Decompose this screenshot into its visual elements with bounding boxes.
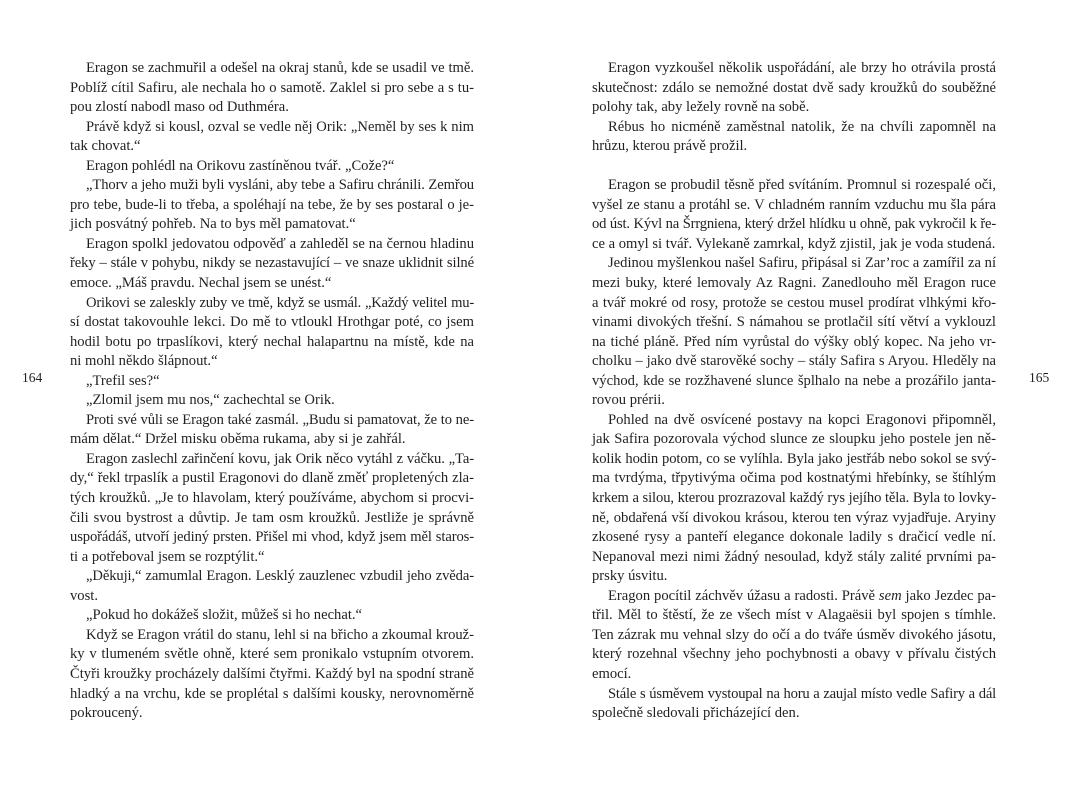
italic-word: sem [878, 587, 902, 604]
text-line: tak chovat.“ [70, 138, 141, 155]
text-line: Eragon se zachmuřil a odešel na okraj stanů, kde se usadil ve tmě. [86, 60, 474, 76]
text-line [592, 587, 996, 607]
text-line: hodil botu po trpaslíkovi, který nechal halapartnu na místě, kde na [70, 333, 474, 350]
text-line: Orikovi se zaleskly zuby ve tmě, když se usmál. „Každý velitel mu- [86, 294, 474, 311]
text-line: krkem a silou, kterou prozrazoval každý rys jejího těla. Byla to lovky- [592, 490, 996, 507]
right-page-text [592, 59, 996, 724]
text-line: emoce. „Máš pravdu. Nechal jsem se unést.“ [70, 275, 332, 292]
text-line: společně sledovali přicházející den. [592, 705, 800, 722]
text-line: „Zlomil jsem mu nos,“ zachechtal se Orik. [86, 392, 335, 409]
text-line: tých kroužků. „Je to hlavolam, který používáme, abychom si procvi- [70, 490, 474, 507]
text-line: jich posvátný pohřeb. Na to bys měl pamatovat.“ [70, 216, 356, 233]
text-line: Eragon zaslechl zařinčení kovu, jak Orik něco vytáhl z váčku. „Ta- [86, 450, 474, 467]
text-line: Nepanoval mezi nimi žádný nesoulad, když stály zalité prvními pa- [592, 548, 996, 565]
text-line: ma tvrdýma, třpytivýma očima pod kostnatými hřebínky, se štíhlým [592, 470, 996, 487]
text-line: „Děkuji,“ zamumlal Eragon. Lesklý zauzlenec vzbudil jeho zvěda- [86, 568, 474, 585]
text-line: který rozehnal všechny jeho pochybnosti a obavy v přívalu čistých [592, 646, 996, 663]
text-segment: jako Jezdec pa- [901, 587, 997, 604]
text-line: hrůzu, kterou právě prožil. [592, 138, 748, 155]
text-line: Stále s úsměvem vystoupal na horu a zaujal místo vedle Safiry a dál [608, 685, 996, 702]
text-line: Právě když si kousl, ozval se vedle něj Orik: „Neměl by ses k nim [86, 118, 474, 135]
text-line: Eragon se probudil těsně před svítáním. Promnul si rozespalé oči, [608, 177, 996, 194]
text-line: sí dostat takovouhle lekci. Do mě to vtloukl Hrothgar poté, co jsem [70, 314, 474, 331]
text-line: „Trefil ses?“ [86, 372, 160, 389]
text-line: třil. Měl to štěstí, že ze všech míst v Alagaësii byl spojen s tímhle. [592, 607, 996, 624]
text-line: mám dělat.“ Držel misku oběma rukama, aby si je zahřál. [70, 431, 406, 448]
text-line: čili svou bystrost a důvtip. Je tam osm kroužků. Jestliže je správně [70, 509, 474, 526]
text-line: Pohled na dvě osvícené postavy na kopci Eragonovi připomněl, [608, 411, 996, 428]
text-line: Rébus ho nicméně zaměstnal natolik, že na chvíli zapomněl na [608, 118, 996, 135]
text-line: a tvář mokré od rosy, protože se cestou musel prodírat vlhkými křo- [592, 294, 996, 311]
text-line: rovou prérii. [592, 392, 665, 409]
text-line: pro tebe, bude-li to třeba, a spoléhají na tebe, že by ses postaral o je- [70, 196, 474, 213]
left-page-text [70, 59, 474, 724]
text-line: vyšel ze stanu a protáhl se. V chladném ranním vzduchu mu šla pára [592, 196, 996, 213]
text-line: kolik hodin potom, co se vylíhla. Byla jako jestřáb nebo sokol se svý- [592, 450, 996, 467]
text-line: uspořádáš, utvoří jediný prsten. Přišel mi vhod, když jsem měl staros- [70, 529, 474, 546]
text-line: emocí. [592, 665, 632, 682]
text-line: na tiché pláně. Před ním vyrůstal do výšky oblý kopec. Na jeho vr- [592, 333, 996, 350]
text-line: řeky – stále v pohybu, nikdy se nezastavující – ve snaze uklidnit silné [70, 255, 474, 272]
text-line: pou zlostí nabodl maso od Duthméra. [70, 99, 289, 116]
text-line: pokroucený. [70, 705, 143, 722]
text-segment: Eragon pocítil záchvěv úžasu a radosti. Právě [608, 587, 879, 604]
section-break [592, 157, 996, 177]
text-line: Když se Eragon vrátil do stanu, lehl si na břicho a zkoumal krouž- [86, 626, 474, 643]
text-line: jak Safira pozorovala východ slunce ze sloupku jeho postele jen ně- [592, 431, 996, 448]
text-line: Proti své vůli se Eragon také zasmál. „Budu si pamatovat, že to ne- [86, 411, 474, 428]
text-line: Eragon pohlédl na Orikovu zastíněnou tvář. „Cože?“ [86, 157, 395, 174]
text-line: Eragon vyzkoušel několik uspořádání, ale brzy ho otrávila prostá [608, 60, 996, 76]
text-line: zkosené rysy a panteří elegance dokonale ladily s dračicí vedle ní. [592, 529, 996, 546]
text-line: od úst. Kývl na Šrrgniena, který držel hlídku u ohně, pak vykročil k ře- [592, 216, 996, 233]
text-line: prsky úsvitu. [592, 568, 668, 585]
text-line: mezi buky, které lemovaly Az Ragni. Zanedlouho měl Eragon ruce [592, 275, 996, 292]
page-number-left: 164 [22, 370, 43, 385]
text-line: polohy tak, aby ležely rovně na sobě. [592, 99, 810, 116]
text-line: Čtyři kroužky procházely dalšími čtyřmi. Každý byl na spodní straně [70, 665, 474, 682]
text-line: ti a potřeboval jsem se rozptýlit.“ [70, 548, 265, 565]
text-line: Poblíž cítil Safiru, ale nechala ho o samotě. Zaklel si pro sebe a s tu- [70, 79, 474, 96]
text-line: skutečnost: zdálo se nemožné dostat dvě sady kroužků do souběžné [592, 79, 996, 96]
text-line: hladký a na vrchu, kde se proplétal s dalšími kousky, nerovnoměrně [70, 685, 474, 702]
page-number-right: 165 [1029, 370, 1050, 385]
text-line: ky v tlumeném světle ohně, které sem pronikalo vstupním otvorem. [70, 646, 474, 663]
text-line: vinami divokých třešní. S námahou se protlačil sítí větví a vyklouzl [592, 314, 996, 331]
text-line: Ten zázrak mu vehnal slzy do očí a do tváře úsměv divokého jásotu, [592, 626, 996, 643]
text-line: Jedinou myšlenkou našel Safiru, připásal si Zar’roc a zamířil za ní [608, 255, 996, 272]
text-line: cholku – jako dvě starověké sochy – stály Safira s Aryou. Hleděly na [592, 353, 996, 370]
text-line: dy,“ řekl trpaslík a pustil Eragonovi do dlaně změť propletených zla- [70, 470, 474, 487]
text-line: ni mohl někdo šlápnout.“ [70, 353, 218, 370]
text-line: „Thorv a jeho muži byli vysláni, aby tebe a Safiru chránili. Zemřou [86, 177, 474, 194]
text-line: Eragon spolkl jedovatou odpověď a zahleděl se na černou hladinu [86, 235, 474, 252]
text-line: východ, kde se rozžhavené slunce šplhalo na nebe a prozářilo janta- [592, 372, 996, 389]
text-line: „Pokud ho dokážeš složit, můžeš si ho nechat.“ [86, 607, 362, 624]
text-line: vost. [70, 587, 98, 604]
text-line: ce a omyl si tvář. Vylekaně zamrkal, když zjistil, jak je voda studená. [592, 235, 996, 252]
text-line: ně, obdařená vší divokou krásou, kterou ten výraz vyjadřuje. Aryiny [592, 509, 996, 526]
